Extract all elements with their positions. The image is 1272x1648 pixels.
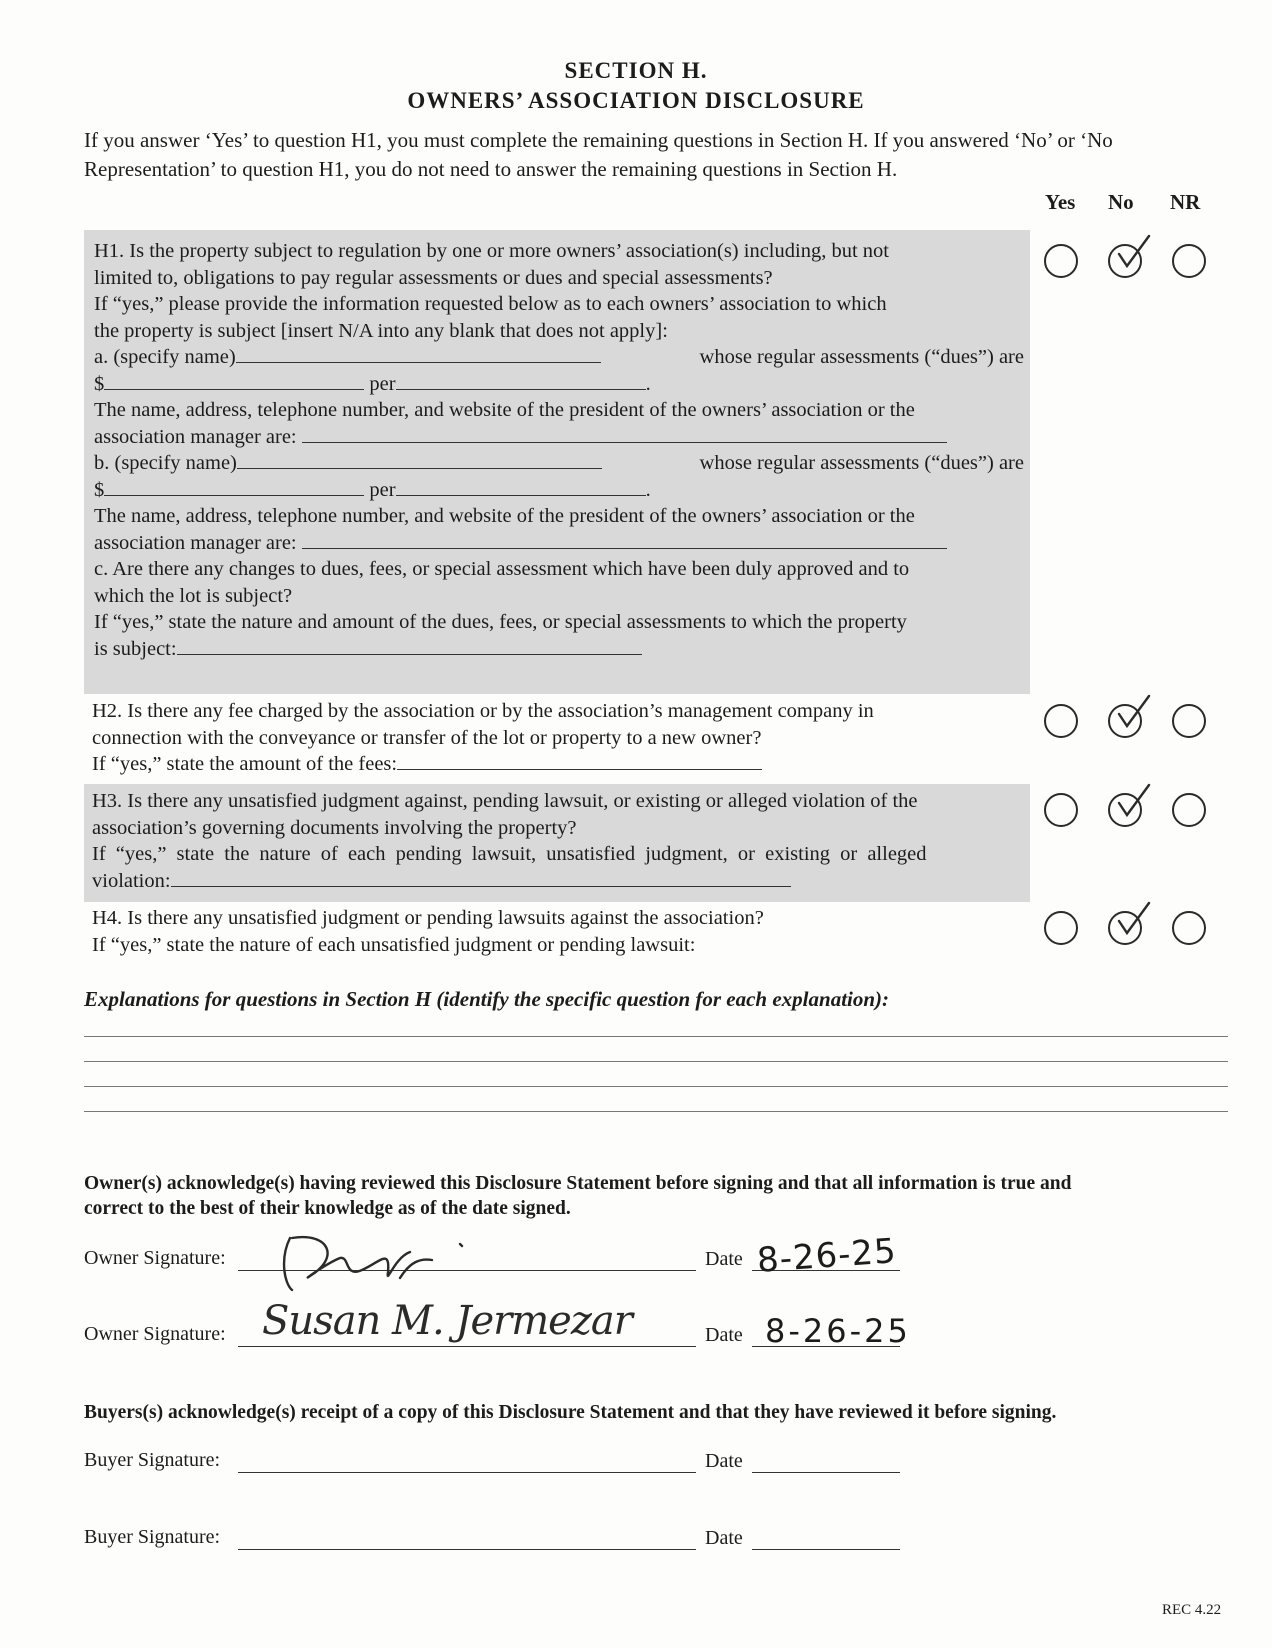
violation-label: violation: [92,869,171,892]
checkmark-icon [1113,234,1157,278]
h3-line-2: association’s governing documents involving the property? [92,816,577,839]
h1-a-manager-row [94,424,1024,451]
question-h4 [92,905,1022,958]
intro-line-2: Representation’ to question H1, you do not need to answer the remaining questions in Section H. [84,157,898,181]
h1-b-dues-amount-field[interactable] [104,477,364,496]
h1-b-row [94,450,1024,477]
explanations-label: Explanations for questions in Section H (identify the specific question for each explanation): [84,987,890,1011]
period: . [645,372,651,395]
h2-no-radio[interactable] [1108,704,1142,738]
column-no: No [1108,190,1134,214]
dollar-sign: $ [94,478,105,501]
h1-c-subject-field[interactable] [177,636,642,655]
h1-b-president-line: The name, address, telephone number, and website of the president of the owners’ association or the [94,505,915,527]
h1-a-dues-period-field[interactable] [396,371,646,390]
explanation-line-2[interactable] [84,1061,1228,1062]
h1-c-line-1: c. Are there any changes to dues, fees, or special assessment which have been duly approved and to [94,558,910,580]
section-label: SECTION H. [564,58,708,83]
buyer-signature-field-1[interactable] [238,1472,696,1473]
h4-line-1: H4. Is there any unsatisfied judgment or pending lawsuits against the association? [92,907,764,929]
explanation-line-1[interactable] [84,1036,1228,1037]
explanation-line-4[interactable] [84,1111,1228,1112]
fees-label: If “yes,” state the amount of the fees: [92,753,398,775]
checkmark-icon [1113,694,1157,738]
manager-label: association manager are: [94,425,297,448]
owner-date-value-1: 8-26-25 [755,1231,898,1281]
form-code: REC 4.22 [1162,1602,1222,1618]
h1-yes-radio[interactable] [1044,244,1078,278]
dollar-sign: $ [94,372,105,395]
h2-fees-field[interactable] [397,751,762,770]
h1-b-name-field[interactable] [237,450,602,469]
h3-line-3: If “yes,” state the nature of each pending lawsuit, unsatisfied judgment, or existing or alleged [92,843,927,865]
owner-ack-line-1: Owner(s) acknowledge(s) having reviewed this Disclosure Statement before signing and that all information is true and [84,1173,1072,1194]
manager-label: association manager are: [94,531,297,554]
buyer-signature-label-1: Buyer Signature: [84,1449,221,1471]
owner-signature-label-1: Owner Signature: [84,1247,226,1269]
h1-b-dues-period-field[interactable] [396,477,646,496]
buyer-date-field-2[interactable] [752,1549,900,1550]
h1-a-label: a. (specify name) [94,346,236,368]
h1-a-name-field[interactable] [236,344,601,363]
h1-line-4: the property is subject [insert N/A into any blank that does not apply]: [94,319,668,342]
h1-c-line-3: If “yes,” state the nature and amount of the dues, fees, or special assessments to which the property [94,611,907,633]
buyer-date-label-1: Date [705,1450,743,1472]
h1-b-manager-field[interactable] [302,530,947,549]
buyer-date-label-2: Date [705,1527,743,1549]
h4-yes-radio[interactable] [1044,911,1078,945]
h1-b-manager-row [94,530,1024,557]
h1-a-president-line: The name, address, telephone number, and website of the president of the owners’ association or the [94,399,915,421]
h4-line-2: If “yes,” state the nature of each unsatisfied judgment or pending lawsuit: [92,933,696,956]
h3-violation-field[interactable] [171,868,791,887]
h1-nr-radio[interactable] [1172,244,1206,278]
h2-line-1: H2. Is there any fee charged by the association or by the association’s management company in [92,700,874,722]
buyer-signature-label-2: Buyer Signature: [84,1526,221,1548]
question-h2 [92,698,1022,778]
h2-line-2: connection with the conveyance or transfer of the lot or property to a new owner? [92,726,762,749]
h1-line-1: H1. Is the property subject to regulation by one or more owners’ association(s) including, but not [94,240,889,262]
owner-signature-1-handwriting [270,1228,500,1298]
owner-date-label-1: Date [705,1248,743,1270]
h3-violation-row [92,868,1022,895]
h1-line-3: If “yes,” please provide the information requested below as to each owners’ association to which [94,293,887,315]
question-h3 [92,788,1022,894]
h1-a-manager-field[interactable] [302,424,947,443]
h1-b-whose: whose regular assessments (“dues”) are [699,452,1024,474]
owner-signature-field-2[interactable] [238,1346,696,1347]
h3-yes-radio[interactable] [1044,793,1078,827]
h1-a-dues-row [94,371,1024,398]
intro-line-1: If you answer ‘Yes’ to question H1, you must complete the remaining questions in Section H. If you answered ‘No’ or ‘No [84,128,1113,152]
per-label: per [369,478,396,501]
h2-yes-radio[interactable] [1044,704,1078,738]
h4-no-radio[interactable] [1108,911,1142,945]
checkmark-icon [1113,901,1157,945]
h3-no-radio[interactable] [1108,793,1142,827]
column-nr: NR [1170,190,1201,214]
question-h1 [94,238,1024,662]
h1-b-dues-row [94,477,1024,504]
owner-date-label-2: Date [705,1324,743,1346]
h1-c-subject-row [94,636,1024,663]
owner-signature-label-2: Owner Signature: [84,1323,226,1345]
owner-ack-line-2: correct to the best of their knowledge as of the date signed. [84,1198,571,1219]
h3-nr-radio[interactable] [1172,793,1206,827]
checkmark-icon [1113,783,1157,827]
column-yes: Yes [1045,190,1076,214]
page-title: OWNERS’ ASSOCIATION DISCLOSURE [407,88,865,113]
period: . [645,478,651,501]
owner-date-value-2: 8-26-25 [765,1312,911,1350]
h1-no-radio[interactable] [1108,244,1142,278]
h3-line-1: H3. Is there any unsatisfied judgment against, pending lawsuit, or existing or alleged violation of the [92,790,918,812]
buyer-signature-field-2[interactable] [238,1549,696,1550]
h2-nr-radio[interactable] [1172,704,1206,738]
subject-label: is subject: [94,637,177,660]
h1-b-label: b. (specify name) [94,452,237,474]
per-label: per [369,372,396,395]
h1-c-line-2: which the lot is subject? [94,584,293,607]
h4-nr-radio[interactable] [1172,911,1206,945]
buyer-acknowledgement: Buyers(s) acknowledge(s) receipt of a copy of this Disclosure Statement and that they have reviewed it before signing. [84,1402,1057,1423]
explanation-line-3[interactable] [84,1086,1228,1087]
h2-fees-row [92,751,1022,778]
h1-a-dues-amount-field[interactable] [104,371,364,390]
h1-a-row [94,344,1024,371]
intro-text [84,126,1234,184]
h1-a-whose: whose regular assessments (“dues”) are [699,346,1024,368]
h1-line-2: limited to, obligations to pay regular assessments or dues and special assessments? [94,266,773,289]
owner-signature-2-handwriting: Susan M. Jermezar [262,1298,632,1344]
owner-acknowledgement [84,1171,1204,1221]
buyer-date-field-1[interactable] [752,1472,900,1473]
